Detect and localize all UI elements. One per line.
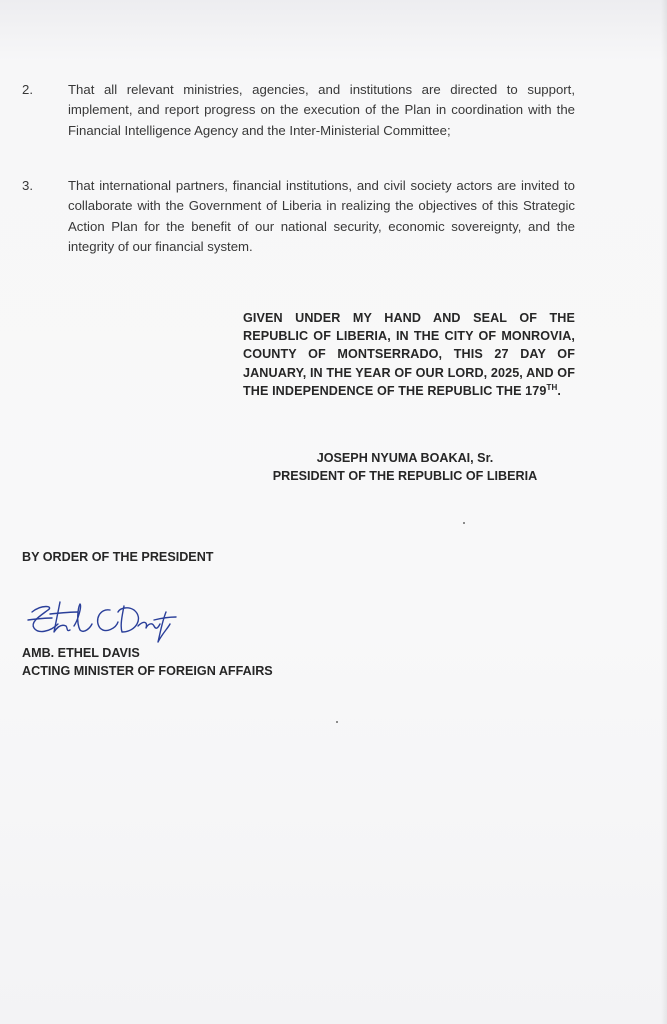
resolution-number: 3. (22, 178, 33, 193)
given-under-seal-clause (243, 309, 575, 400)
clause-end-punct: . (557, 383, 561, 398)
page-edge-shadow (661, 0, 667, 1024)
minister-title: ACTING MINISTER OF FOREIGN AFFAIRS (22, 664, 273, 678)
scan-speck (463, 522, 465, 524)
resolution-text: That international partners, financial institutions, and civil society actors are invited to collaborate with the Government of Liberia in realizing the objectives of this Strategic Action Plan for the benefit of our national security, economic sovereignty, and the integrity of our financial system. (68, 178, 575, 254)
president-title: PRESIDENT OF THE REPUBLIC OF LIBERIA (272, 469, 538, 483)
ordinal-suffix: TH (546, 382, 558, 392)
given-clause-text: GIVEN UNDER MY HAND AND SEAL OF THE REPUBLIC OF LIBERIA, IN THE CITY OF MONROVIA, COUNTY OF MONTSERRADO, THIS 27 DAY OF JANUARY, IN THE YEAR OF OUR LORD, 2025, AND OF THE INDEPENDENCE OF THE REPUBLIC THE 179 (243, 311, 575, 398)
scan-speck (336, 721, 338, 723)
minister-signature (20, 598, 180, 648)
resolution-text: That all relevant ministries, agencies, and institutions are directed to support, implement, and report progress on the execution of the Plan in coordination with the Financial Intelligence Agency and the Inter-Ministerial Committee; (68, 82, 575, 138)
president-name: JOSEPH NYUMA BOAKAI, Sr. (316, 451, 494, 465)
by-order-line: BY ORDER OF THE PRESIDENT (22, 550, 214, 564)
resolution-number: 2. (22, 82, 33, 97)
minister-name: AMB. ETHEL DAVIS (22, 646, 140, 660)
